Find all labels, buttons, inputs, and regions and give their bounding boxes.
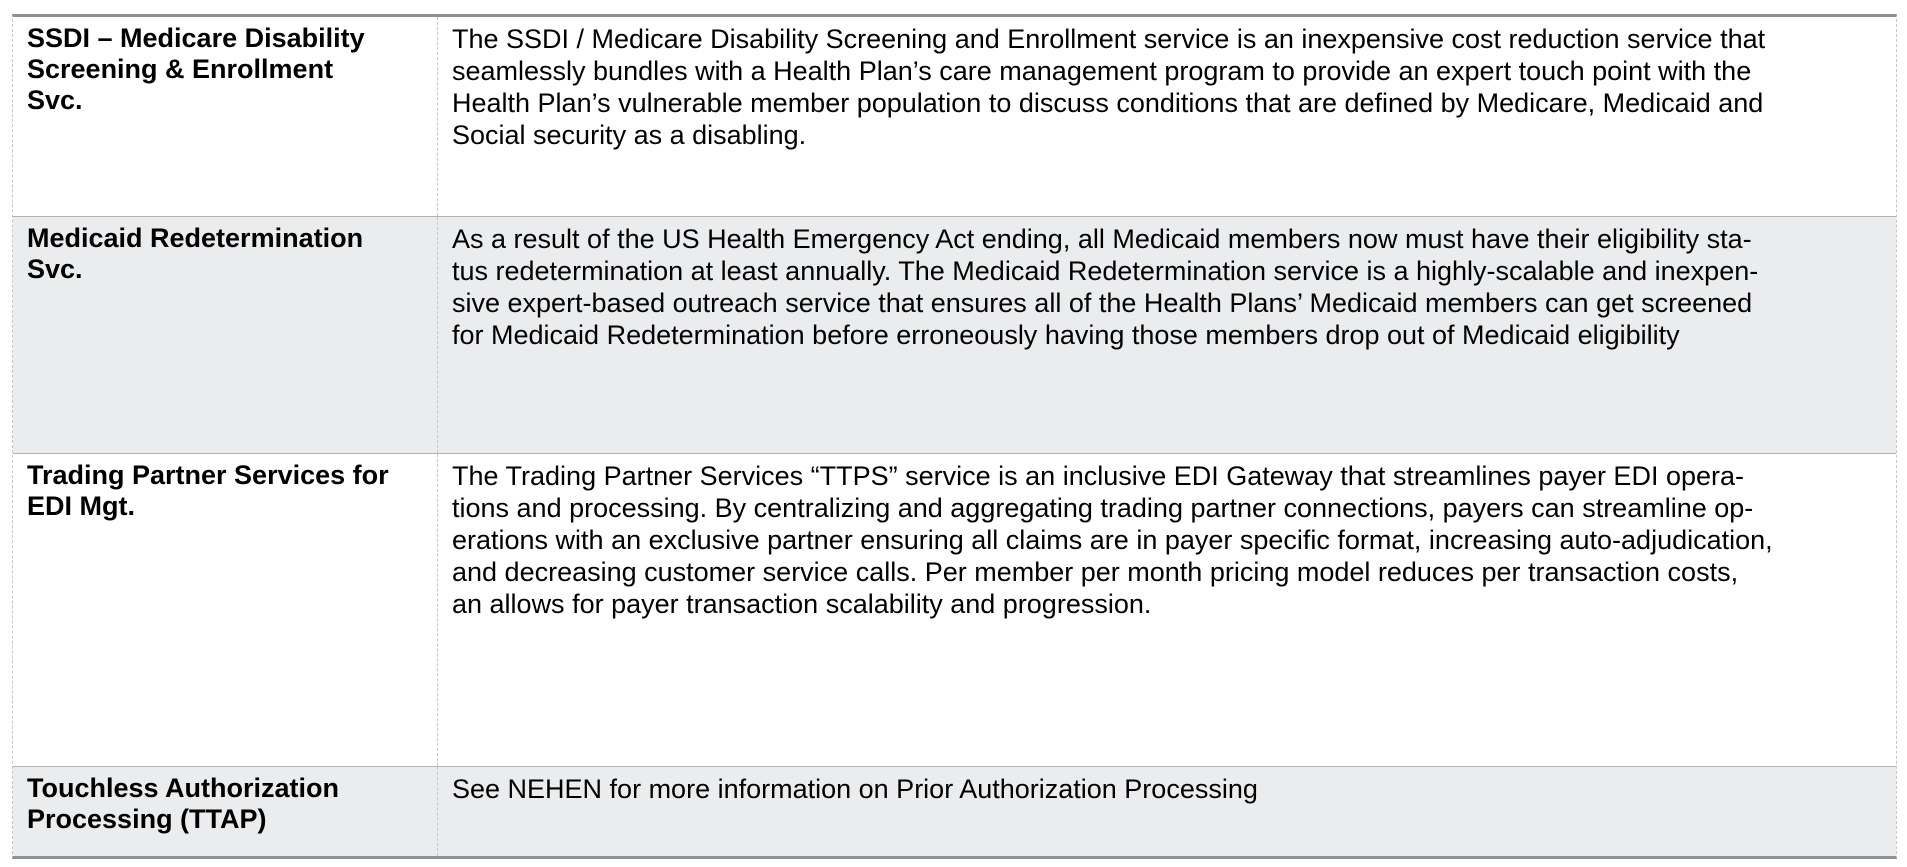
service-name-line: Processing (TTAP) <box>27 804 267 834</box>
service-name <box>13 17 438 216</box>
service-name-line: EDI Mgt. <box>27 491 135 521</box>
service-name <box>13 454 438 766</box>
service-name-line: Trading Partner Services for <box>27 460 389 490</box>
description-line: See NEHEN for more information on Prior Authorization Processing <box>452 774 1258 804</box>
description-line: seamlessly bundles with a Health Plan’s care management program to provide an expert touch point with the <box>452 56 1752 86</box>
service-description <box>438 454 1896 766</box>
description-line: and decreasing customer service calls. Per member per month pricing model reduces per transaction costs, <box>452 557 1739 587</box>
service-description <box>438 767 1896 856</box>
service-name <box>13 217 438 453</box>
service-name-line: Touchless Authorization <box>27 773 340 803</box>
table-row <box>13 216 1896 453</box>
description-line: As a result of the US Health Emergency Act ending, all Medicaid members now must have their eligibility sta- <box>452 224 1752 254</box>
table-row <box>13 453 1896 766</box>
description-line: for Medicaid Redetermination before erroneously having those members drop out of Medicaid eligibility <box>452 320 1680 350</box>
table-row <box>13 17 1896 216</box>
service-name-line: Svc. <box>27 85 83 115</box>
description-line: The Trading Partner Services “TTPS” service is an inclusive EDI Gateway that streamlines payer EDI opera- <box>452 461 1744 491</box>
description-line: an allows for payer transaction scalability and progression. <box>452 589 1152 619</box>
description-line: Health Plan’s vulnerable member population to discuss conditions that are defined by Medicare, Medicaid and <box>452 88 1764 118</box>
service-name-line: Svc. <box>27 254 83 284</box>
description-line: sive expert-based outreach service that ensures all of the Health Plans’ Medicaid members can get screened <box>452 288 1753 318</box>
service-name-line: Screening & Enrollment <box>27 54 334 84</box>
table-row <box>13 766 1896 856</box>
service-description <box>438 217 1896 453</box>
description-line: tus redetermination at least annually. The Medicaid Redetermination service is a highly-scalable and inexpen- <box>452 256 1759 286</box>
services-table <box>12 14 1897 859</box>
description-line: tions and processing. By centralizing and aggregating trading partner connections, payers can streamline op- <box>452 493 1754 523</box>
description-line: erations with an exclusive partner ensuring all claims are in payer specific format, increasing auto-adjudication, <box>452 525 1773 555</box>
service-name <box>13 767 438 856</box>
service-description <box>438 17 1896 216</box>
description-line: Social security as a disabling. <box>452 120 807 150</box>
service-name-line: SSDI – Medicare Disability <box>27 23 365 53</box>
service-name-line: Medicaid Redetermination <box>27 223 364 253</box>
description-line: The SSDI / Medicare Disability Screening and Enrollment service is an inexpensive cost reduction service that <box>452 24 1766 54</box>
